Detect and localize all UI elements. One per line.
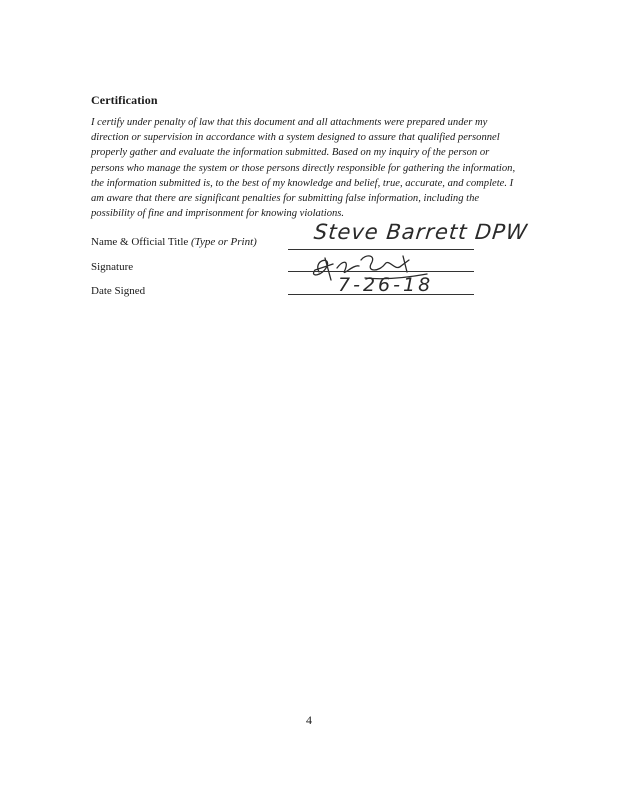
name-title-label	[91, 236, 257, 248]
date-signed-line	[288, 294, 474, 295]
handwritten-date: 7-26-18	[338, 274, 434, 296]
certification-heading: Certification	[91, 93, 158, 107]
date-signed-label: Date Signed	[91, 285, 146, 297]
signature-label: Signature	[91, 261, 134, 273]
signature-line	[288, 271, 474, 272]
handwritten-name-title: Steve Barrett DPW	[312, 220, 529, 244]
certification-statement: I certify under penalty of law that this document and all attachments were prepared under my direction or supervision in accordance with a system designed to assure that qualified personnel properly gather and evaluate the information submitted. Based on my inquiry of the person or persons who manage the system or those persons directly responsible for gathering the information, the information submitted is, to the best of my knowledge and belief, true, accurate, and complete. I am aware that there are significant penalties for submitting false information, including the possibility of fine and imprisonment for knowing violations.	[91, 117, 516, 220]
page-number: 4	[306, 713, 312, 727]
name-title-label-text: Name & Official Title	[91, 236, 189, 248]
name-title-label-note: (Type or Print)	[191, 236, 257, 248]
